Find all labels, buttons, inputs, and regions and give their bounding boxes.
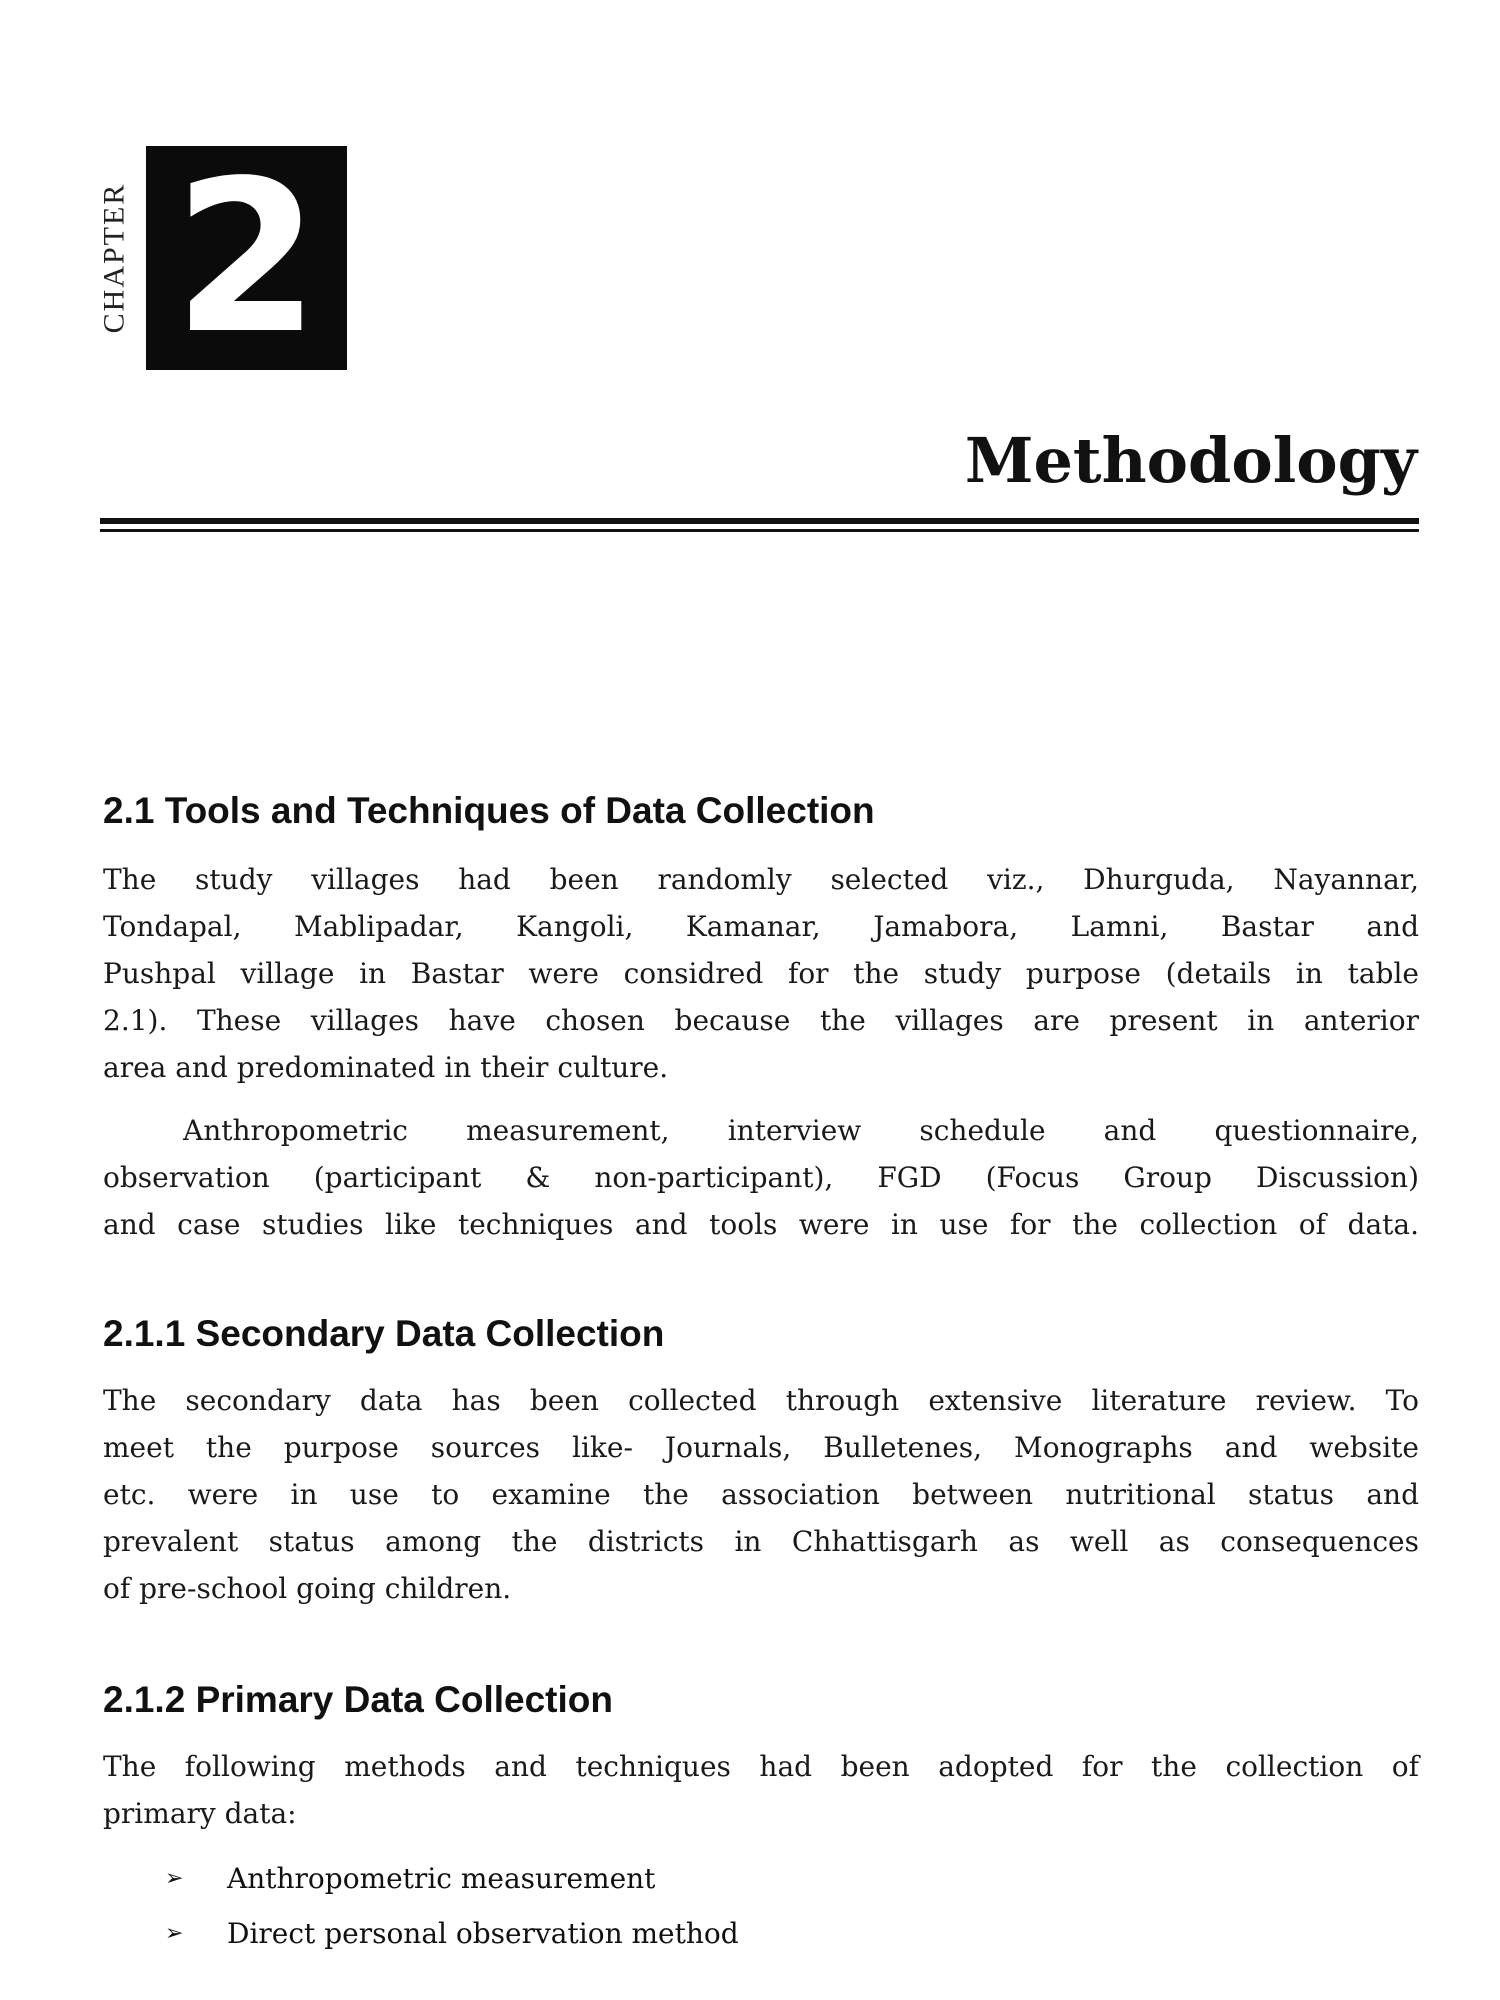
text-line: etc. were in use to examine the association between nutritional status and <box>103 1478 1419 1511</box>
chapter-number: 2 <box>173 135 320 380</box>
paragraph-study-villages <box>103 856 1419 1091</box>
chapter-number-box <box>146 135 347 380</box>
text-line: Anthropometric measurement, interview schedule and questionnaire, <box>183 1114 1419 1147</box>
text-line: The secondary data has been collected through extensive literature review. To <box>103 1384 1419 1417</box>
text-line: Tondapal, Mablipadar, Kangoli, Kamanar, Jamabora, Lamni, Bastar and <box>103 910 1419 943</box>
text-line: of pre-school going children. <box>103 1572 512 1605</box>
text-line: The study villages had been randomly selected viz., Dhurguda, Nayannar, <box>103 863 1419 896</box>
text-line: meet the purpose sources like- Journals, Bulletenes, Monographs and website <box>103 1431 1419 1464</box>
section-heading-2-1: 2.1 Tools and Techniques of Data Collection <box>103 790 875 831</box>
title-rule-thick <box>100 518 1419 524</box>
paragraph-secondary-data <box>103 1377 1419 1612</box>
chapter-label-text: CHAPTER <box>97 182 130 334</box>
text-line: Pushpal village in Bastar were considred for the study purpose (details in table <box>103 957 1419 990</box>
text-line: 2.1). These villages have chosen because the villages are present in anterior <box>103 1004 1419 1037</box>
text-line: observation (participant & non-participant), FGD (Focus Group Discussion) <box>103 1161 1419 1194</box>
title-rule-thin <box>100 529 1419 532</box>
bullet-item <box>165 1855 655 1902</box>
arrow-bullet-icon: ➢ <box>165 1921 184 1946</box>
chapter-label <box>98 148 130 368</box>
text-line: primary data: <box>103 1797 297 1830</box>
bullet-item <box>165 1910 739 1957</box>
paragraph-primary-data <box>103 1743 1419 1837</box>
text-line: prevalent status among the districts in Chhattisgarh as well as consequences <box>103 1525 1419 1558</box>
bullet-text: Direct personal observation method <box>227 1917 739 1950</box>
text-line: The following methods and techniques had been adopted for the collection of <box>103 1750 1419 1783</box>
chapter-title: Methodology <box>964 424 1417 497</box>
arrow-bullet-icon: ➢ <box>165 1866 184 1891</box>
section-heading-2-1-2: 2.1.2 Primary Data Collection <box>103 1679 613 1720</box>
text-line: area and predominated in their culture. <box>103 1051 669 1084</box>
section-heading-2-1-1: 2.1.1 Secondary Data Collection <box>103 1313 665 1354</box>
paragraph-techniques <box>103 1107 1419 1248</box>
bullet-text: Anthropometric measurement <box>227 1862 656 1895</box>
text-line: and case studies like techniques and tools were in use for the collection of data. <box>103 1208 1419 1241</box>
